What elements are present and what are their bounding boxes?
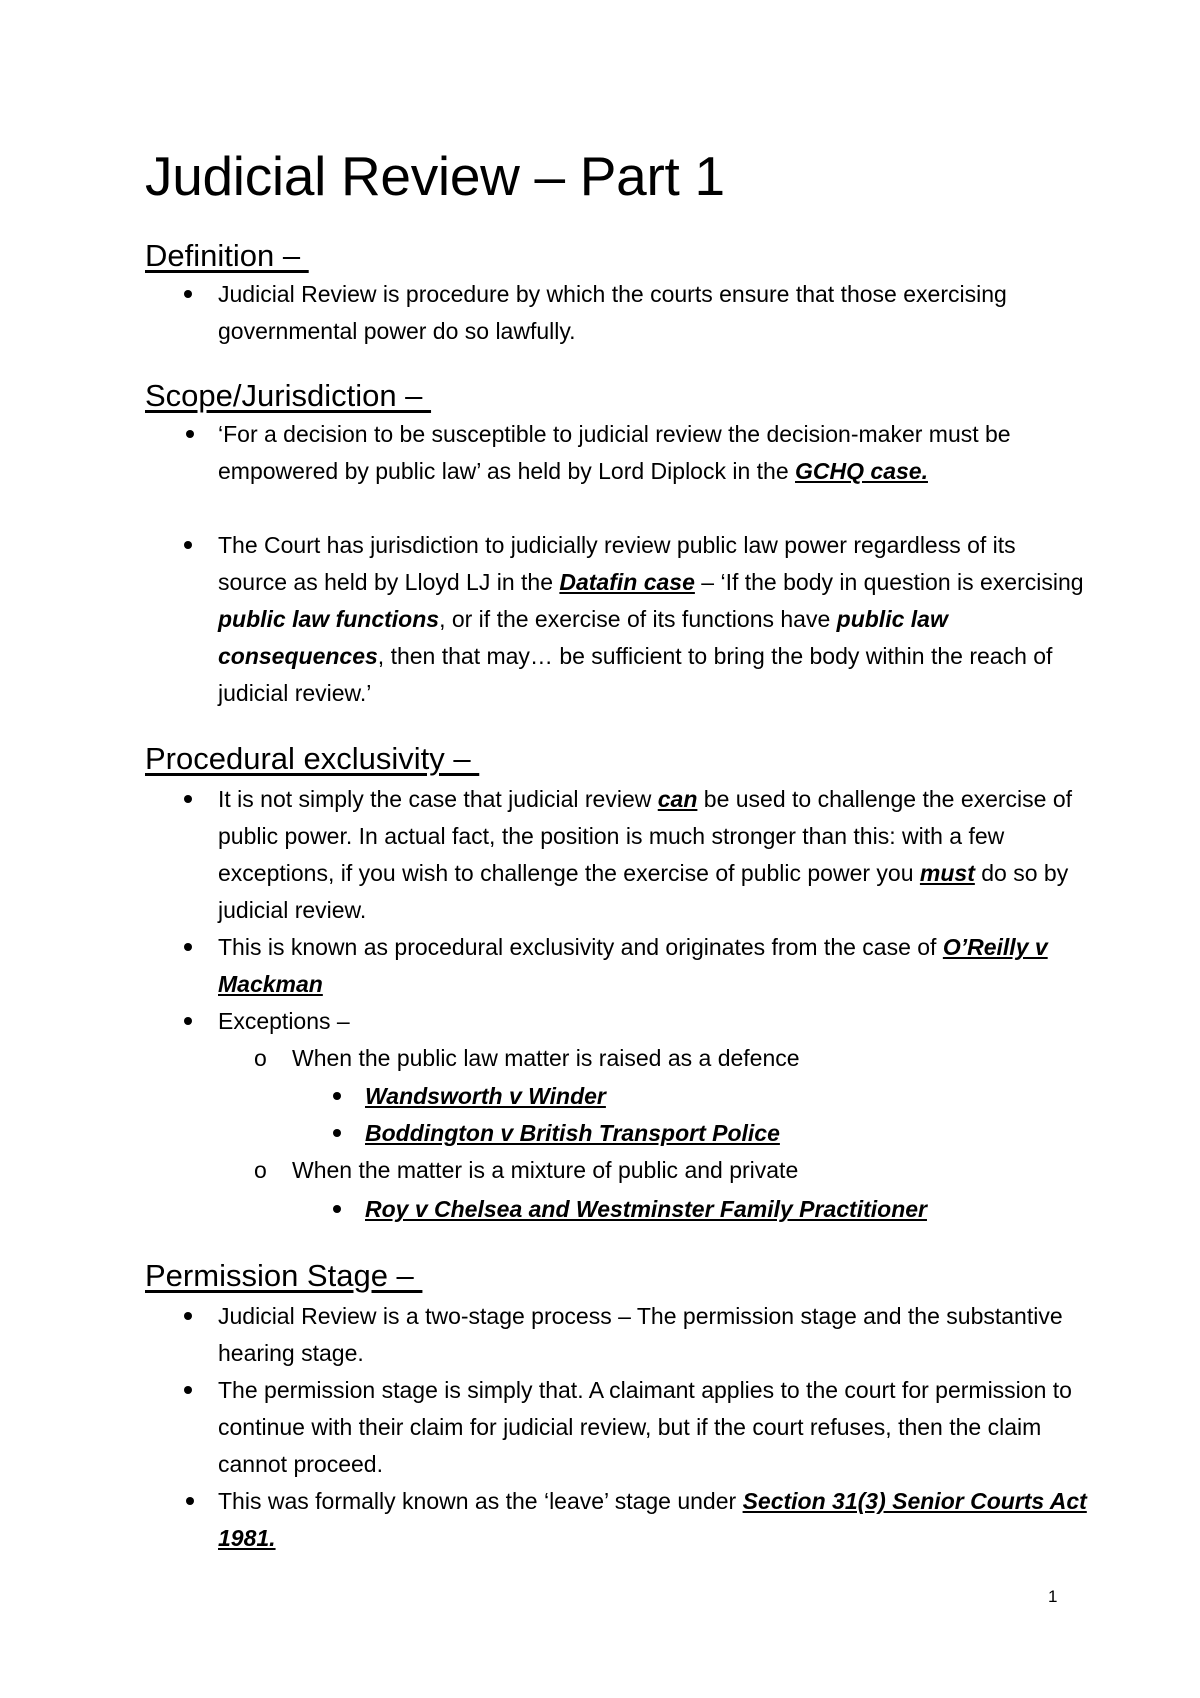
case-reference: GCHQ case. xyxy=(795,458,928,484)
bullet-icon xyxy=(184,943,192,951)
list-item xyxy=(218,1483,1088,1557)
page-number: 1 xyxy=(1048,1587,1058,1606)
bullet-text: Judicial Review is a two-stage process – The permission stage and the substantive hearing stage. xyxy=(218,1303,1063,1366)
list-item xyxy=(218,929,1088,1003)
case-list-item xyxy=(365,1115,1085,1152)
bullet-text: Judicial Review is procedure by which the courts ensure that those exercising governmental power do so lawfully. xyxy=(218,281,1007,344)
bullet-icon xyxy=(333,1092,341,1100)
bullet-text: Exceptions – xyxy=(218,1008,350,1034)
bullet-text: This is known as procedural exclusivity and originates from the case of xyxy=(218,934,943,960)
list-item xyxy=(218,416,1088,490)
case-reference: Roy v Chelsea and Westminster Family Practitioner xyxy=(365,1196,927,1222)
case-reference: Wandsworth v Winder xyxy=(365,1083,606,1109)
bullet-icon xyxy=(184,1386,192,1394)
list-item xyxy=(218,527,1088,712)
bullet-icon xyxy=(333,1205,341,1213)
heading-definition: Definition – xyxy=(145,238,309,273)
emphasis-text: public law consequences xyxy=(218,606,948,669)
heading-procedural-exclusivity: Procedural exclusivity – xyxy=(145,741,480,776)
case-reference: Section 31(3) Senior Courts Act 1981. xyxy=(218,1488,1087,1551)
bullet-icon xyxy=(184,290,192,298)
list-item xyxy=(218,781,1088,929)
list-item xyxy=(218,1372,1088,1483)
bullet-text: When the public law matter is raised as a defence xyxy=(292,1045,800,1071)
emphasis-text: can xyxy=(657,786,698,812)
case-reference: Boddington v British Transport Police xyxy=(365,1120,780,1146)
heading-scope: Scope/Jurisdiction – xyxy=(145,378,432,413)
bullet-icon xyxy=(186,1497,194,1505)
list-item xyxy=(218,276,1088,350)
page-title: Judicial Review – Part 1 xyxy=(145,145,725,207)
list-item xyxy=(218,1003,1088,1040)
case-list-item xyxy=(365,1191,1085,1228)
circle-bullet-icon: o xyxy=(254,1045,267,1071)
bullet-icon xyxy=(184,1312,192,1320)
bullet-text: When the matter is a mixture of public and private xyxy=(292,1157,799,1183)
bullet-icon xyxy=(186,430,194,438)
sub-list-item xyxy=(254,1152,1072,1189)
emphasis-text: public law functions xyxy=(218,606,440,632)
case-reference: O’Reilly v Mackman xyxy=(218,934,1048,997)
bullet-text: It is not simply the case that judicial review xyxy=(218,786,658,812)
heading-permission-stage: Permission Stage – xyxy=(145,1258,423,1293)
bullet-icon xyxy=(184,1017,192,1025)
bullet-icon xyxy=(333,1129,341,1137)
case-list-item xyxy=(365,1078,1085,1115)
bullet-text: , then that may… be sufficient to bring the body within the reach of judicial review.’ xyxy=(218,643,1053,706)
bullet-text: The permission stage is simply that. A claimant applies to the court for permission to continue with their claim for judicial review, but if the court refuses, then the claim cannot proceed. xyxy=(218,1377,1072,1477)
circle-bullet-icon: o xyxy=(254,1157,267,1183)
bullet-text: The Court has jurisdiction to judicially review public law power regardless of its source as held by Lloyd LJ in the xyxy=(218,532,1016,595)
bullet-icon xyxy=(184,795,192,803)
bullet-icon xyxy=(184,541,192,549)
bullet-text: do so by judicial review. xyxy=(218,860,1069,923)
bullet-text: – ‘If the body in question is exercising xyxy=(694,569,1084,595)
emphasis-text: must xyxy=(919,860,975,886)
bullet-text: , or if the exercise of its functions have xyxy=(439,606,837,632)
bullet-text: This was formally known as the ‘leave’ stage under xyxy=(218,1488,743,1514)
sub-list-item xyxy=(254,1040,1072,1077)
case-reference: Datafin case xyxy=(559,569,695,595)
list-item xyxy=(218,1298,1088,1372)
bullet-text: be used to challenge the exercise of public power. In actual fact, the position is much stronger than this: with a few exceptions, if you wish to challenge the exercise of public power you xyxy=(218,786,1073,886)
bullet-text: ‘For a decision to be susceptible to judicial review the decision-maker must be empowered by public law’ as held by Lord Diplock in the xyxy=(218,421,1011,484)
